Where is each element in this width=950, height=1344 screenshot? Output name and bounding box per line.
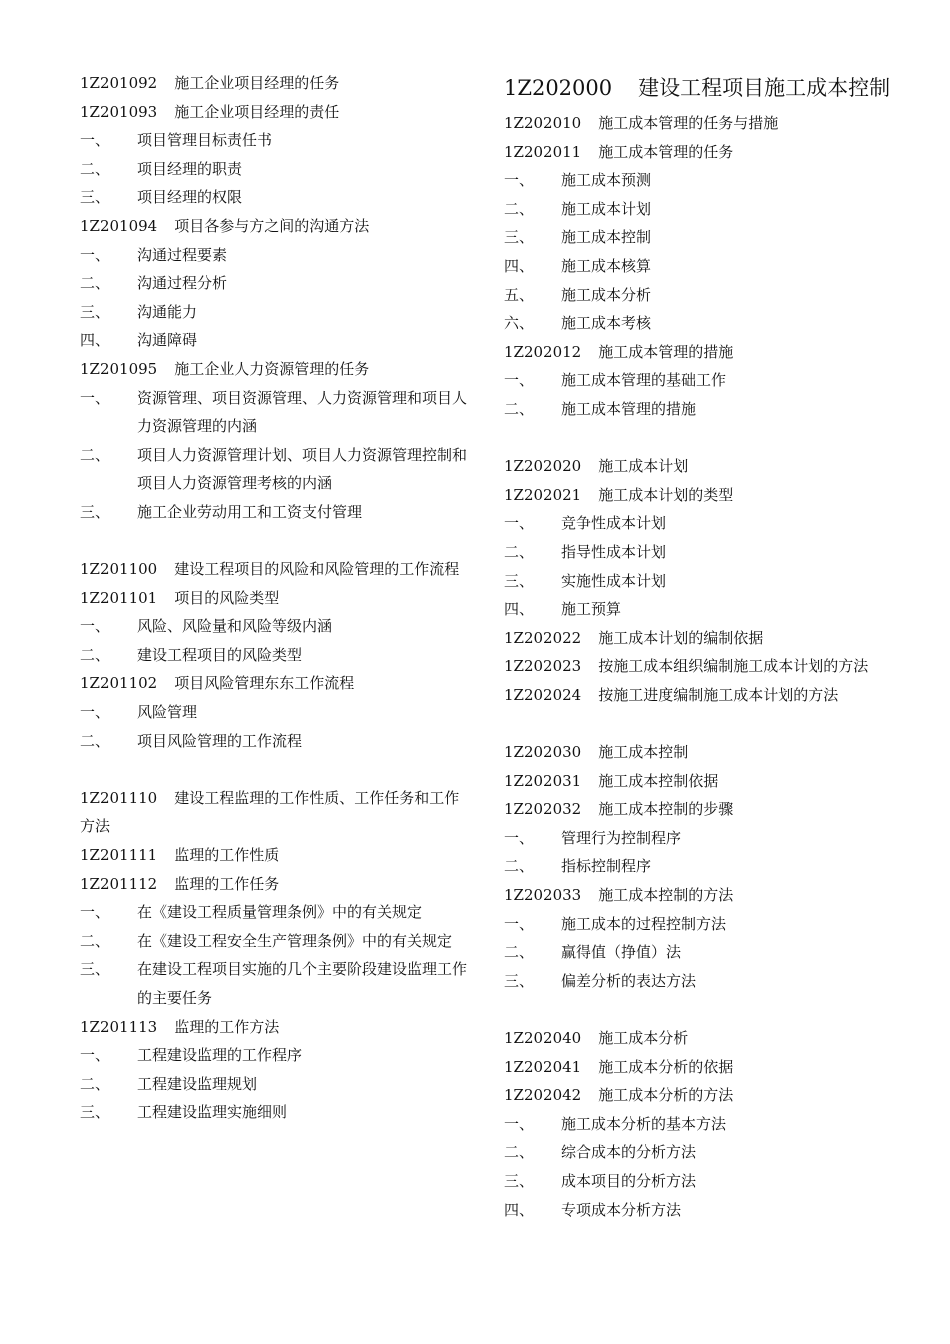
section-title: 施工成本分析 [598, 1029, 689, 1047]
list-item-number: 一、 [80, 388, 111, 407]
list-item-text: 资源管理、项目资源管理、人力资源管理和项目人力资源管理的内涵 [137, 388, 468, 436]
chapter-code: 1Z202000 [504, 76, 613, 100]
list-item [80, 927, 472, 956]
list-item-text: 施工企业劳动用工和工资支付管理 [137, 502, 363, 521]
list-item-text: 项目人力资源管理计划、项目人力资源管理控制和项目人力资源管理考核的内涵 [137, 445, 468, 493]
list-item-number: 二、 [504, 943, 535, 962]
list-item-text: 施工成本管理的基础工作 [561, 371, 727, 390]
blank-line [504, 709, 924, 738]
section-code: 1Z202042 [504, 1086, 582, 1105]
list-item-number: 三、 [80, 502, 111, 521]
list-item-number: 一、 [80, 131, 111, 150]
section-code: 1Z201111 [80, 846, 158, 865]
list-item-text: 成本项目的分析方法 [561, 1171, 697, 1190]
section-code: 1Z202041 [504, 1057, 582, 1076]
section-heading [504, 481, 924, 510]
section-title: 建设工程监理的工作性质、工作任务和工作方法 [80, 788, 460, 836]
list-item [80, 641, 472, 670]
section-title: 施工成本管理的任务 [598, 142, 734, 161]
list-item-number: 二、 [504, 857, 535, 876]
section-code: 1Z202024 [504, 685, 582, 704]
list-item [504, 910, 924, 939]
list-item-number: 四、 [80, 331, 111, 350]
list-item-number: 二、 [504, 399, 535, 418]
section-code: 1Z202020 [504, 457, 582, 476]
chapter-title [504, 69, 924, 109]
list-item-text: 实施性成本计划 [561, 571, 667, 590]
list-item [504, 309, 924, 338]
list-item [504, 1110, 924, 1139]
section-heading [504, 624, 924, 653]
list-item-number: 四、 [504, 1200, 535, 1219]
section-title: 按施工成本组织编制施工成本计划的方法 [598, 657, 869, 676]
section-code: 1Z202011 [504, 142, 582, 161]
list-item [504, 509, 924, 538]
section-heading [504, 681, 924, 710]
list-item [504, 567, 924, 596]
list-item-number: 四、 [504, 256, 535, 275]
section-heading [80, 355, 472, 384]
list-item-text: 项目经理的权限 [137, 188, 243, 207]
list-item-text: 风险管理 [137, 703, 198, 722]
section-code: 1Z201112 [80, 874, 158, 893]
list-item-number: 三、 [80, 960, 111, 979]
list-item-number: 一、 [80, 903, 111, 922]
section-title: 施工成本计划的类型 [598, 485, 734, 504]
list-item-text: 施工成本预测 [561, 171, 652, 190]
list-item-number: 二、 [504, 199, 535, 218]
section-heading [504, 881, 924, 910]
list-item-number: 二、 [80, 731, 111, 750]
list-item-text: 赢得值（挣值）法 [561, 943, 682, 962]
section-code: 1Z202022 [504, 628, 582, 647]
section-title: 施工成本计划 [598, 457, 689, 476]
list-item-number: 四、 [504, 600, 535, 619]
list-item [80, 612, 472, 641]
list-item-number: 一、 [504, 1114, 535, 1133]
list-item [504, 252, 924, 281]
list-item-number: 一、 [504, 171, 535, 190]
section-heading [80, 98, 472, 127]
section-code: 1Z201110 [80, 788, 158, 807]
list-item [80, 698, 472, 727]
section-title: 监理的工作任务 [174, 874, 280, 893]
section-heading [80, 841, 472, 870]
section-code: 1Z201095 [80, 359, 158, 378]
section-code: 1Z202012 [504, 342, 582, 361]
section-code: 1Z202010 [504, 114, 582, 132]
list-item [80, 1070, 472, 1099]
section-title: 施工成本分析的依据 [598, 1057, 734, 1076]
list-item-number: 六、 [504, 314, 535, 333]
list-item [504, 595, 924, 624]
section-heading [504, 767, 924, 796]
list-item [80, 241, 472, 270]
section-heading [504, 1053, 924, 1082]
list-item [504, 281, 924, 310]
list-item-text: 施工成本控制 [561, 228, 652, 247]
section-title: 施工成本计划的编制依据 [598, 628, 764, 647]
list-item-text: 工程建设监理实施细则 [137, 1103, 288, 1122]
list-item-text: 风险、风险量和风险等级内涵 [137, 617, 333, 636]
list-item-number: 一、 [504, 914, 535, 933]
list-item-number: 一、 [80, 1046, 111, 1065]
section-title: 按施工进度编制施工成本计划的方法 [598, 685, 839, 704]
section-title: 施工成本控制的方法 [598, 886, 734, 905]
list-item-text: 施工成本分析的基本方法 [561, 1114, 727, 1133]
section-code: 1Z202032 [504, 800, 582, 819]
list-item [80, 126, 472, 155]
section-heading [504, 138, 924, 167]
blank-line [504, 995, 924, 1024]
list-item [504, 938, 924, 967]
list-item-text: 管理行为控制程序 [561, 828, 682, 847]
list-item [504, 852, 924, 881]
list-item [80, 155, 472, 184]
list-item-text: 工程建设监理规划 [137, 1074, 258, 1093]
list-item-number: 二、 [80, 274, 111, 293]
list-item-number: 三、 [504, 971, 535, 990]
list-item-text: 在《建设工程质量管理条例》中的有关规定 [137, 903, 423, 922]
list-item [504, 366, 924, 395]
list-item-number: 一、 [504, 514, 535, 533]
section-code: 1Z202031 [504, 771, 582, 790]
list-item [504, 166, 924, 195]
section-title: 施工成本控制的步骤 [598, 800, 734, 819]
section-title: 施工成本控制 [598, 743, 689, 762]
list-item-text: 施工成本管理的措施 [561, 399, 697, 418]
section-code: 1Z201092 [80, 74, 158, 92]
section-heading [80, 555, 472, 584]
section-code: 1Z201102 [80, 674, 158, 693]
section-code: 1Z201113 [80, 1017, 158, 1036]
list-item [504, 1138, 924, 1167]
list-item-text: 项目管理目标责任书 [137, 131, 273, 150]
list-item-text: 项目风险管理的工作流程 [137, 731, 303, 750]
section-title: 项目各参与方之间的沟通方法 [174, 216, 370, 235]
list-item-number: 二、 [504, 542, 535, 561]
section-title: 施工成本控制依据 [598, 771, 719, 790]
list-item-number: 二、 [80, 645, 111, 664]
list-item [80, 269, 472, 298]
list-item-text: 施工成本分析 [561, 285, 652, 304]
section-code: 1Z202033 [504, 886, 582, 905]
list-item-number: 一、 [80, 703, 111, 722]
list-item [504, 538, 924, 567]
section-heading [80, 870, 472, 899]
section-code: 1Z202040 [504, 1029, 582, 1047]
section-title: 施工成本分析的方法 [598, 1086, 734, 1105]
section-code: 1Z202021 [504, 485, 582, 504]
list-item [80, 298, 472, 327]
list-item [504, 223, 924, 252]
list-item [80, 183, 472, 212]
list-item-number: 三、 [80, 302, 111, 321]
section-code: 1Z201093 [80, 102, 158, 121]
list-item-number: 三、 [504, 571, 535, 590]
section-title: 项目风险管理东东工作流程 [174, 674, 355, 693]
list-item [80, 1098, 472, 1127]
list-item [504, 1167, 924, 1196]
section-title: 监理的工作方法 [174, 1017, 280, 1036]
list-item-text: 竞争性成本计划 [561, 514, 667, 533]
list-item-number: 三、 [504, 228, 535, 247]
list-item-text: 偏差分析的表达方法 [561, 971, 697, 990]
list-item-text: 施工预算 [561, 600, 622, 619]
section-heading [504, 452, 924, 481]
list-item-number: 二、 [80, 931, 111, 950]
list-item-number: 一、 [80, 617, 111, 636]
list-item-text: 施工成本考核 [561, 314, 652, 333]
list-item-text: 指导性成本计划 [561, 542, 667, 561]
section-heading [80, 784, 472, 841]
list-item-text: 施工成本计划 [561, 199, 652, 218]
section-code: 1Z201100 [80, 560, 158, 579]
list-item [80, 1041, 472, 1070]
section-heading [80, 584, 472, 613]
list-item-number: 二、 [80, 445, 111, 464]
list-item-text: 指标控制程序 [561, 857, 652, 876]
list-item-number: 五、 [504, 285, 535, 304]
section-title: 项目的风险类型 [174, 588, 280, 607]
list-item-number: 二、 [80, 1074, 111, 1093]
list-item [504, 824, 924, 853]
list-item [80, 727, 472, 756]
chapter-title-text: 建设工程项目施工成本控制 [638, 76, 891, 100]
list-item-number: 二、 [80, 159, 111, 178]
list-item-text: 沟通障碍 [137, 331, 198, 350]
section-code: 1Z201101 [80, 588, 158, 607]
blank-line [80, 527, 472, 556]
list-item-text: 沟通过程要素 [137, 245, 228, 264]
section-heading [80, 1013, 472, 1042]
list-item-text: 沟通过程分析 [137, 274, 228, 293]
section-title: 施工企业人力资源管理的任务 [174, 359, 370, 378]
list-item [504, 195, 924, 224]
list-item-number: 一、 [504, 371, 535, 390]
list-item [80, 326, 472, 355]
list-item-number: 三、 [504, 1171, 535, 1190]
section-heading [504, 795, 924, 824]
list-item-number: 一、 [504, 828, 535, 847]
list-item-text: 工程建设监理的工作程序 [137, 1046, 303, 1065]
list-item [80, 498, 472, 527]
list-item-number: 三、 [80, 1103, 111, 1122]
list-item-number: 二、 [504, 1143, 535, 1162]
list-item [504, 395, 924, 424]
list-item [504, 967, 924, 996]
list-item-text: 施工成本核算 [561, 256, 652, 275]
list-item-text: 专项成本分析方法 [561, 1200, 682, 1219]
right-column [504, 69, 924, 1224]
blank-line [504, 424, 924, 453]
section-code: 1Z202030 [504, 743, 582, 762]
list-item [80, 955, 472, 1012]
section-heading [504, 109, 924, 138]
right-column-lines [504, 109, 924, 1224]
blank-line [80, 755, 472, 784]
section-title: 施工成本管理的措施 [598, 342, 734, 361]
list-item-text: 在建设工程项目实施的几个主要阶段建设监理工作的主要任务 [137, 960, 468, 1007]
section-title: 施工企业项目经理的任务 [174, 74, 340, 92]
section-code: 1Z201094 [80, 216, 158, 235]
list-item-text: 建设工程项目的风险类型 [137, 645, 303, 664]
section-title: 监理的工作性质 [174, 846, 280, 865]
list-item-text: 沟通能力 [137, 302, 198, 321]
section-heading [80, 69, 472, 98]
list-item-number: 三、 [80, 188, 111, 207]
section-heading [504, 338, 924, 367]
list-item-number: 一、 [80, 245, 111, 264]
section-title: 建设工程项目的风险和风险管理的工作流程 [174, 560, 460, 579]
list-item [80, 898, 472, 927]
left-column [80, 69, 472, 1127]
section-heading [504, 738, 924, 767]
section-title: 施工企业项目经理的责任 [174, 102, 340, 121]
section-title: 施工成本管理的任务与措施 [598, 114, 779, 132]
section-heading [80, 669, 472, 698]
section-heading [504, 1081, 924, 1110]
list-item-text: 项目经理的职责 [137, 159, 243, 178]
list-item [80, 384, 472, 441]
list-item-text: 在《建设工程安全生产管理条例》中的有关规定 [137, 931, 453, 950]
list-item-text: 施工成本的过程控制方法 [561, 914, 727, 933]
list-item [80, 441, 472, 498]
section-code: 1Z202023 [504, 657, 582, 676]
list-item-text: 综合成本的分析方法 [561, 1143, 697, 1162]
section-heading [504, 652, 924, 681]
section-heading [80, 212, 472, 241]
list-item [504, 1196, 924, 1225]
section-heading [504, 1024, 924, 1053]
